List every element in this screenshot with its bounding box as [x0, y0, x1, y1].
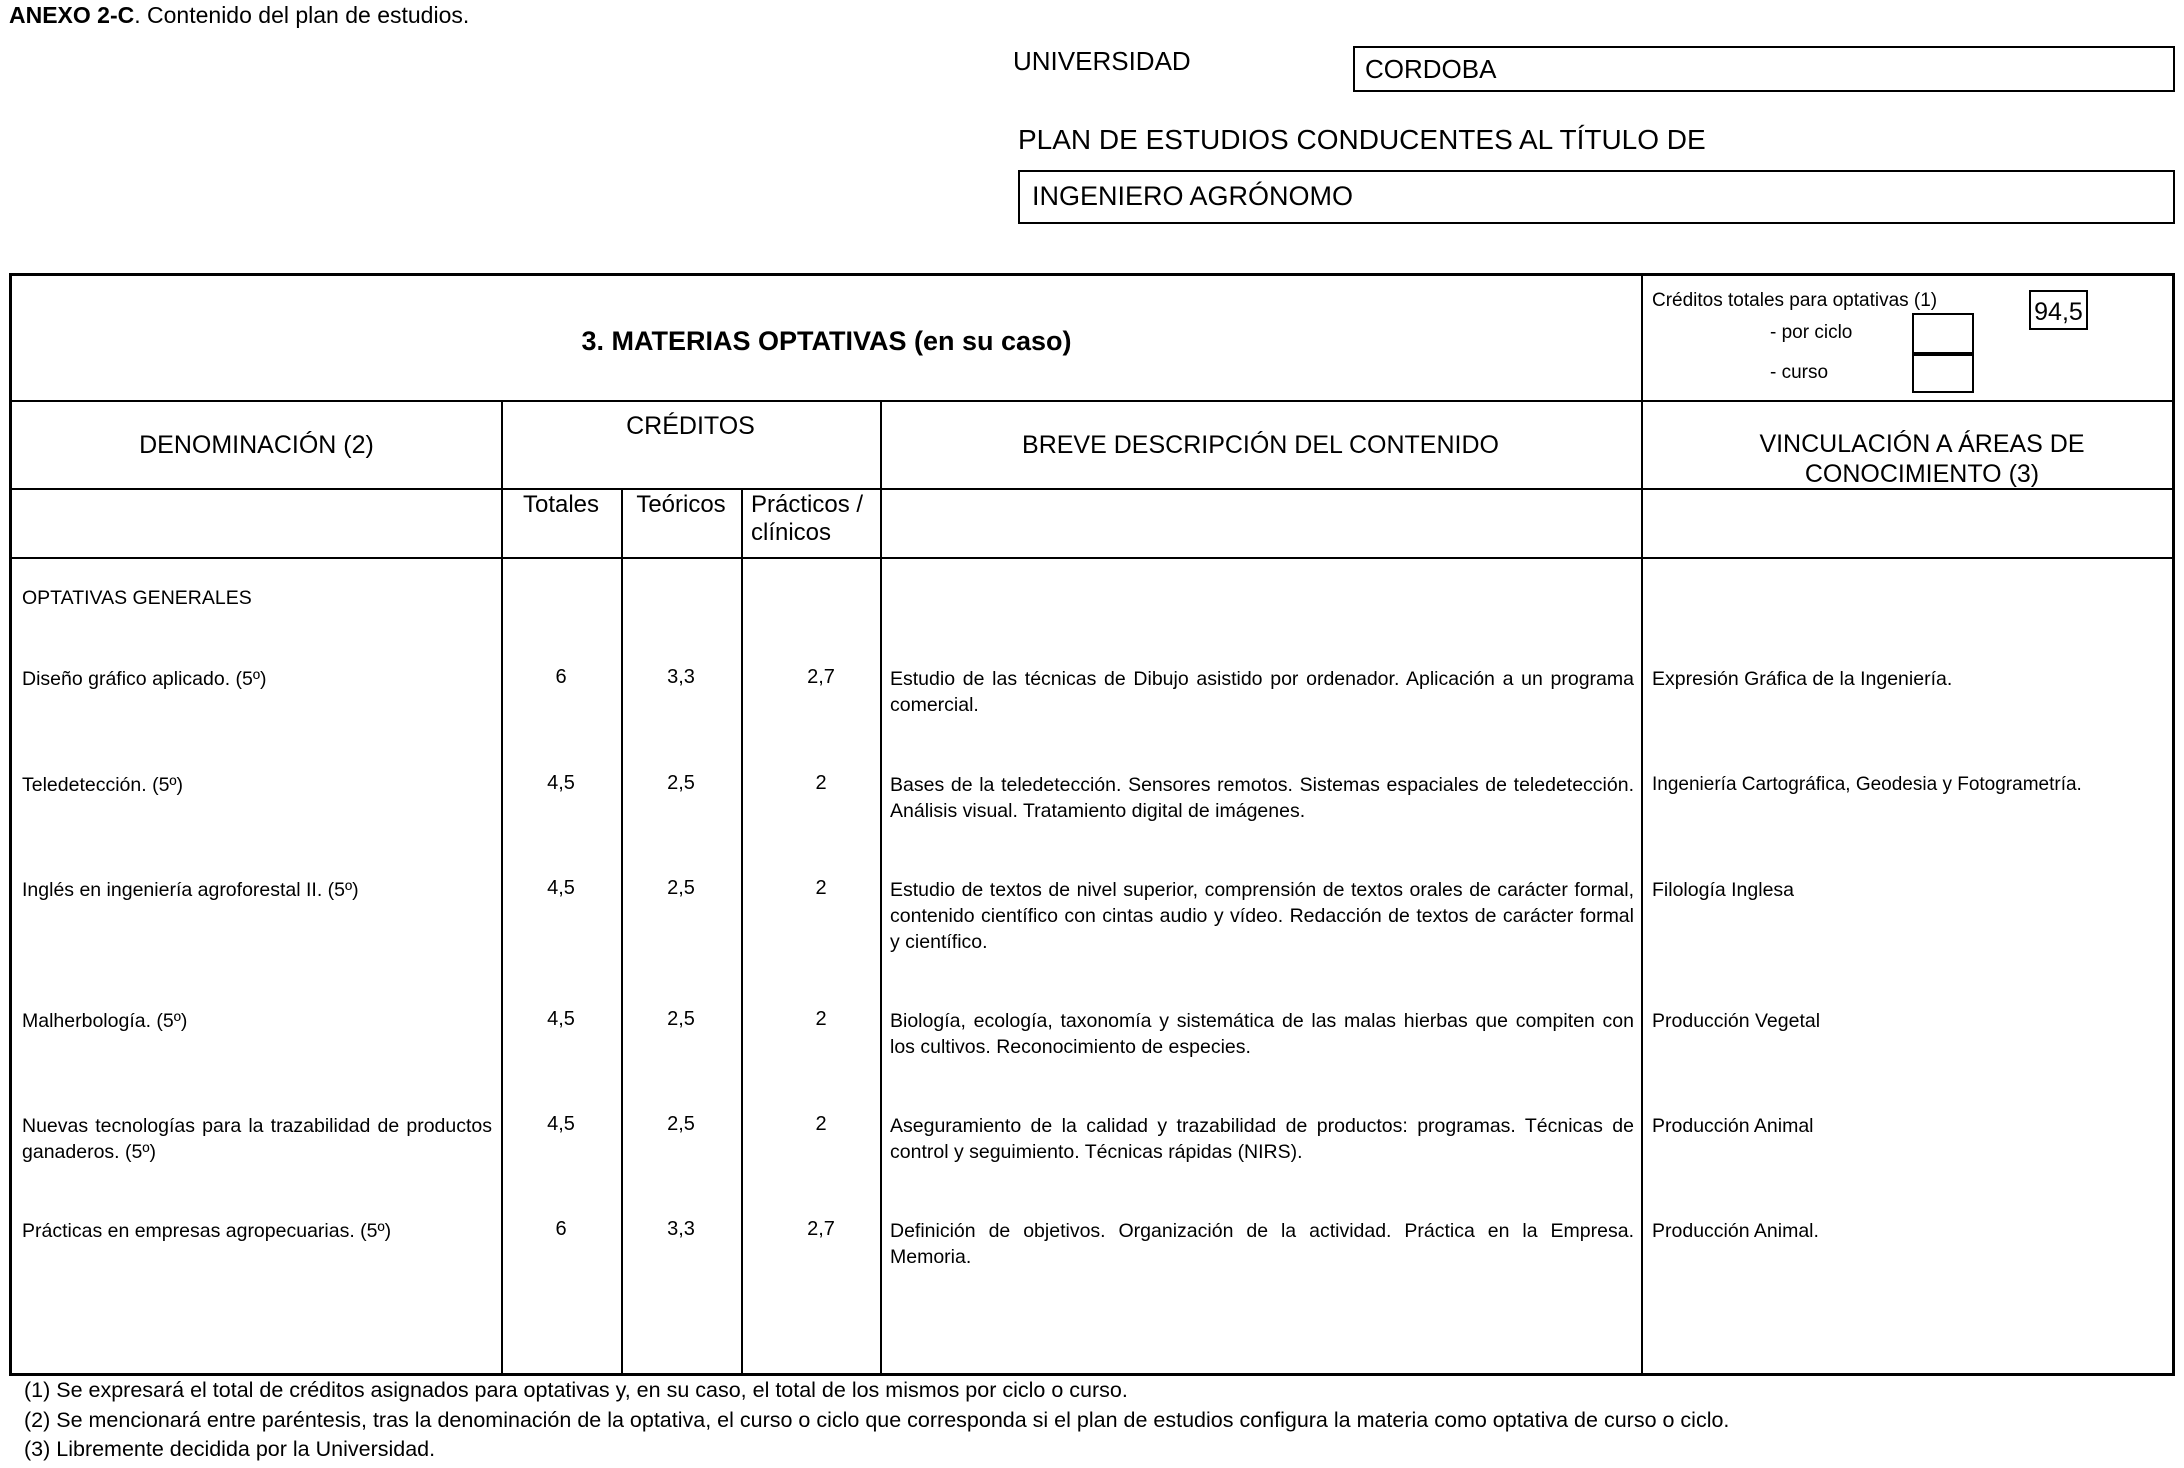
- row-3-area: Filología Inglesa: [1652, 879, 1795, 901]
- creditos-totales-label: Créditos totales para optativas (1): [1652, 290, 1938, 311]
- row-3-nombre: Inglés en ingeniería agroforestal II. (5º): [22, 879, 359, 901]
- row-2-nombre: Teledetección. (5º): [22, 774, 184, 796]
- row-6-totales: 6: [555, 1218, 567, 1240]
- row-5-totales: 4,5: [547, 1113, 575, 1135]
- row-2-practicos: 2: [815, 772, 827, 794]
- row-5-descripcion: Aseguramiento de la calidad y trazabilidad de productos: programas. Técnicas de control y seguimiento. Técnicas rápidas (NIRS).: [890, 1115, 1634, 1163]
- footnote-1: (1) Se expresará el total de créditos asignados para optativas y, en su caso, el total de los mismos por ciclo o curso.: [24, 1378, 1128, 1402]
- row-5-area: Producción Animal: [1652, 1115, 1814, 1137]
- row-2-teoricos: 2,5: [667, 772, 695, 794]
- row-1-practicos: 2,7: [807, 666, 835, 688]
- group-label: OPTATIVAS GENERALES: [22, 587, 252, 609]
- optativas-table: [9, 273, 2175, 1376]
- footnote-3: (3) Libremente decidida por la Universidad.: [24, 1437, 436, 1461]
- row-6-practicos: 2,7: [807, 1218, 835, 1240]
- row-3-descripcion: Estudio de textos de nivel superior, comprensión de textos orales de carácter formal, contenido científico con cintas audio y vídeo. Redacción de textos de carácter formal y científico.: [890, 879, 1634, 953]
- subheader-divider: [12, 557, 2172, 559]
- title-divider: [12, 400, 2172, 402]
- row-4-teoricos: 2,5: [667, 1008, 695, 1030]
- row-4-totales: 4,5: [547, 1008, 575, 1030]
- row-4-descripcion: Biología, ecología, taxonomía y sistemática de las malas hierbas que compiten con los cultivos. Reconocimiento de especies.: [890, 1010, 1634, 1058]
- col-denominacion: DENOMINACIÓN (2): [139, 431, 374, 459]
- col-teoricos: Teóricos: [636, 491, 726, 518]
- creditos-totales-value: 94,5: [2029, 290, 2088, 330]
- row-4-practicos: 2: [815, 1008, 827, 1030]
- annex-title: [9, 2, 469, 29]
- por-ciclo-box: [1912, 313, 1974, 354]
- section-title: 3. MATERIAS OPTATIVAS (en su caso): [581, 326, 1072, 356]
- col-descripcion: BREVE DESCRIPCIÓN DEL CONTENIDO: [1022, 431, 1499, 459]
- col-vinculacion: VINCULACIÓN A ÁREAS DE CONOCIMIENTO (3): [1759, 430, 2085, 488]
- por-ciclo-label: - por ciclo: [1770, 322, 1853, 343]
- row-2-area: Ingeniería Cartográfica, Geodesia y Fotogrametría.: [1652, 774, 2082, 795]
- curso-box: [1912, 354, 1974, 393]
- creditos-divider: [501, 488, 880, 490]
- col-line-3: [741, 488, 743, 1375]
- row-1-totales: 6: [555, 666, 567, 688]
- universidad-label: UNIVERSIDAD: [1013, 46, 1191, 76]
- title-vline: [1641, 276, 1643, 400]
- row-2-totales: 4,5: [547, 772, 575, 794]
- row-2-descripcion: Bases de la teledetección. Sensores remotos. Sistemas espaciales de teledetección. Análisis visual. Tratamiento digital de imágenes.: [890, 774, 1634, 822]
- row-6-nombre: Prácticas en empresas agropecuarias. (5º): [22, 1220, 392, 1242]
- curso-label: - curso: [1770, 362, 1829, 383]
- row-4-area: Producción Vegetal: [1652, 1010, 1821, 1032]
- row-5-nombre: Nuevas tecnologías para la trazabilidad de productos ganaderos. (5º): [22, 1115, 492, 1163]
- row-6-teoricos: 3,3: [667, 1218, 695, 1240]
- row-3-teoricos: 2,5: [667, 877, 695, 899]
- row-1-area: Expresión Gráfica de la Ingeniería.: [1652, 668, 1953, 690]
- annex-label: ANEXO 2-C: [9, 2, 135, 28]
- col-line-5: [1641, 400, 1643, 1375]
- row-4-nombre: Malherbología. (5º): [22, 1010, 188, 1032]
- col-practicos: Prácticos / clínicos: [751, 491, 864, 546]
- row-1-descripcion: Estudio de las técnicas de Dibujo asistido por ordenador. Aplicación a un programa comercial.: [890, 668, 1634, 716]
- row-1-nombre: Diseño gráfico aplicado. (5º): [22, 668, 267, 690]
- row-1-teoricos: 3,3: [667, 666, 695, 688]
- universidad-value: CORDOBA: [1353, 46, 2175, 92]
- plan-label: PLAN DE ESTUDIOS CONDUCENTES AL TÍTULO DE: [1018, 124, 1706, 155]
- footnote-2: (2) Se mencionará entre paréntesis, tras la denominación de la optativa, el curso o ciclo que corresponda si el plan de estudios configura la materia como optativa de curso o ciclo.: [24, 1408, 1730, 1432]
- row-5-practicos: 2: [815, 1113, 827, 1135]
- row-6-descripcion: Definición de objetivos. Organización de la actividad. Práctica en la Empresa. Memoria.: [890, 1220, 1634, 1268]
- col-totales: Totales: [522, 491, 600, 518]
- annex-text: . Contenido del plan de estudios.: [134, 2, 470, 28]
- row-6-area: Producción Animal.: [1652, 1220, 1819, 1242]
- row-3-totales: 4,5: [547, 877, 575, 899]
- row-5-teoricos: 2,5: [667, 1113, 695, 1135]
- col-creditos: CRÉDITOS: [626, 412, 755, 440]
- titulo-value: INGENIERO AGRÓNOMO: [1018, 170, 2175, 224]
- col-line-2: [621, 488, 623, 1375]
- row-3-practicos: 2: [815, 877, 827, 899]
